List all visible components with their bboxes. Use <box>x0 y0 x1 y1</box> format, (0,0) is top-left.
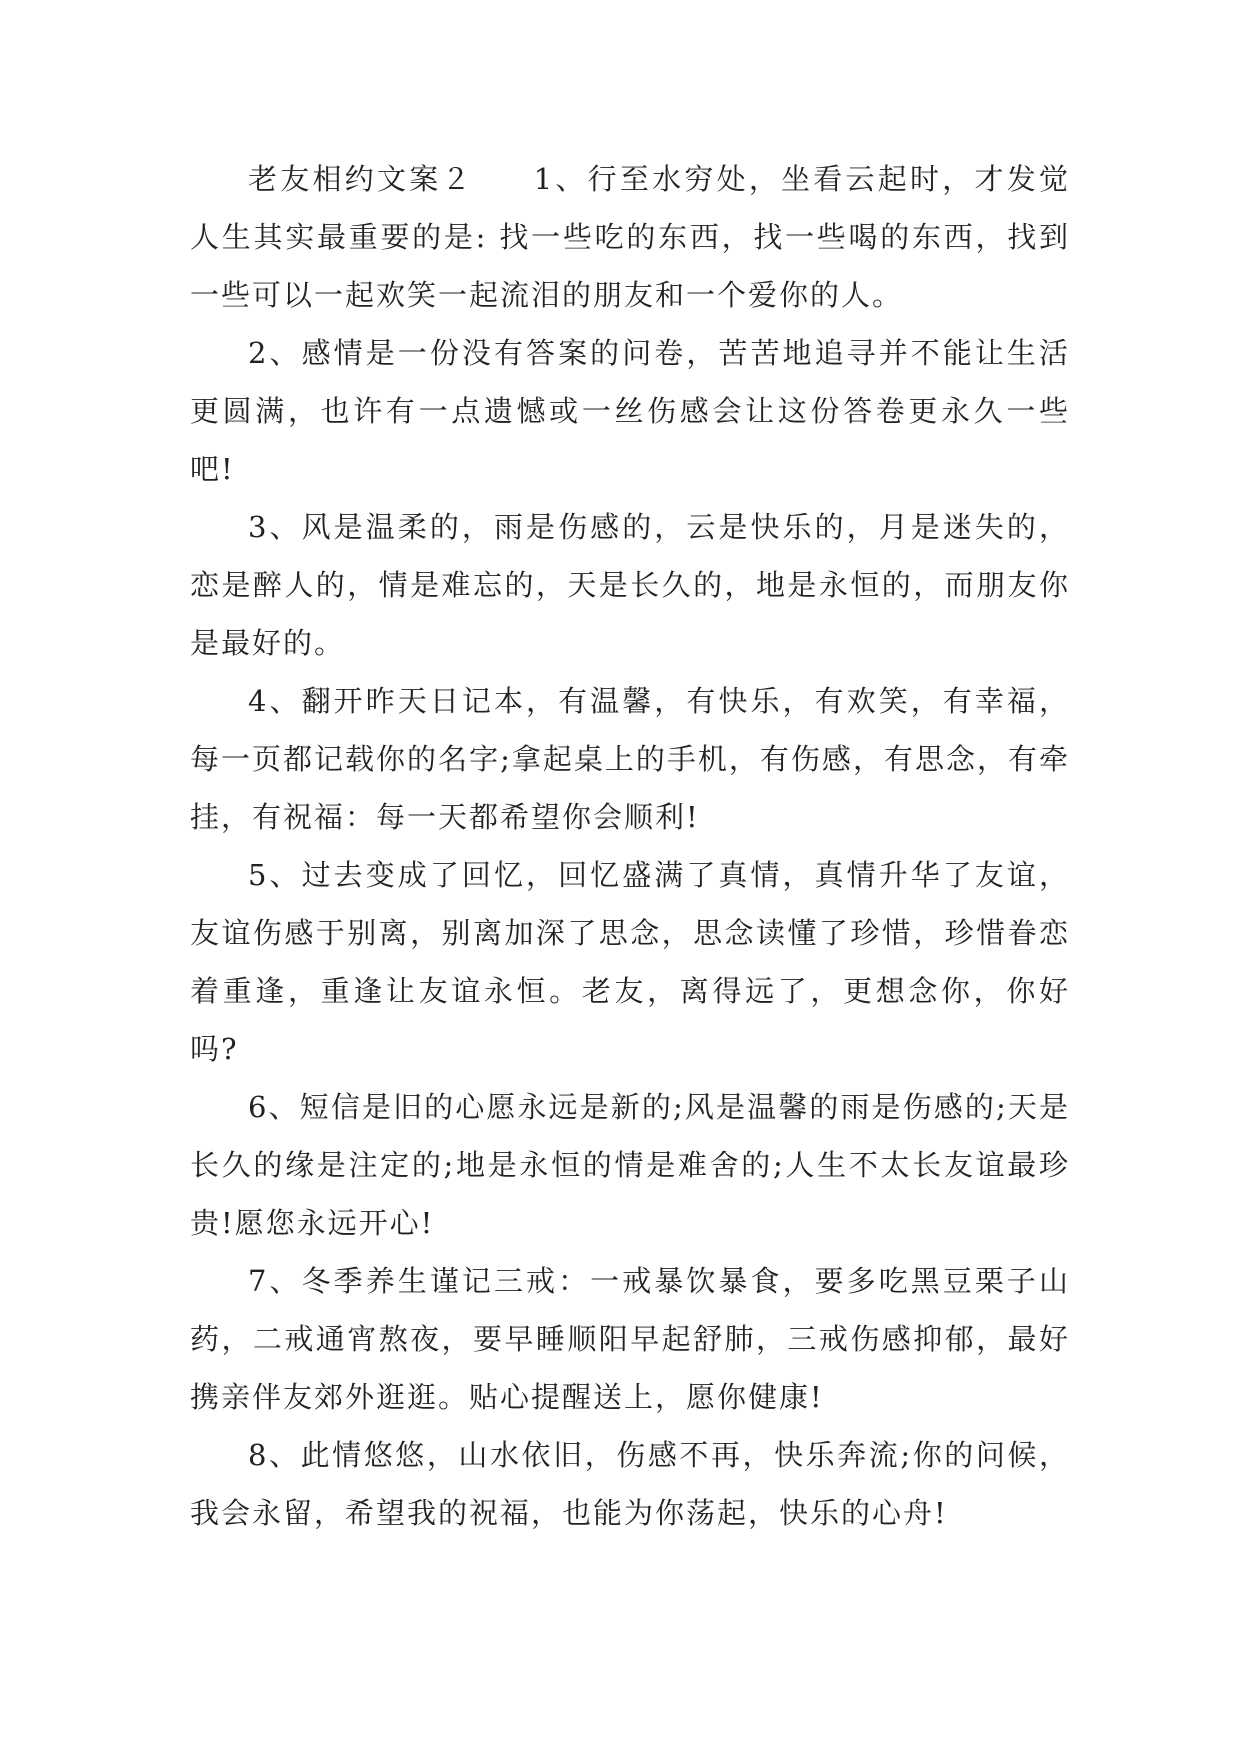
paragraph-8: 8、此情悠悠，山水依旧，伤感不再，快乐奔流;你的问候，我会永留，希望我的祝福，也能为你荡起，快乐的心舟! <box>190 1438 1070 1530</box>
paragraph-5: 5、过去变成了回忆，回忆盛满了真情，真情升华了友谊，友谊伤感于别离，别离加深了思念，思念读懂了珍惜，珍惜眷恋着重逢，重逢让友谊永恒。老友，离得远了，更想念你，你好吗? <box>190 858 1070 1066</box>
paragraph-4: 4、翻开昨天日记本，有温馨，有快乐，有欢笑，有幸福，每一页都记载你的名字;拿起桌上的手机，有伤感，有思念，有牵挂，有祝福：每一天都希望你会顺利! <box>190 684 1070 834</box>
document-body <box>190 150 1070 1542</box>
paragraph-2: 2、感情是一份没有答案的问卷，苦苦地追寻并不能让生活更圆满，也许有一点遗憾或一丝伤感会让这份答卷更永久一些吧! <box>190 336 1070 486</box>
paragraph-7: 7、冬季养生谨记三戒：一戒暴饮暴食，要多吃黑豆栗子山药，二戒通宵熬夜，要早睡顺阳早起舒肺，三戒伤感抑郁，最好携亲伴友郊外逛逛。贴心提醒送上，愿你健康! <box>190 1264 1070 1414</box>
document-title: 老友相约文案２ <box>248 162 474 196</box>
paragraph-1-text: 1、行至水穷处，坐看云起时，才发觉人生其实最重要的是: 找一些吃的东西，找一些喝的东西，找到一些可以一起欢笑一起流泪的朋友和一个爱你的人。 <box>190 162 1070 312</box>
paragraph-6: 6、短信是旧的心愿永远是新的;风是温馨的雨是伤感的;天是长久的缘是注定的;地是永恒的情是难舍的;人生不太长友谊最珍贵!愿您永远开心! <box>190 1090 1070 1240</box>
paragraph-3: 3、风是温柔的，雨是伤感的，云是快乐的，月是迷失的，恋是醉人的，情是难忘的，天是长久的，地是永恒的，而朋友你是最好的。 <box>190 510 1070 660</box>
paragraph-1 <box>190 150 1070 324</box>
